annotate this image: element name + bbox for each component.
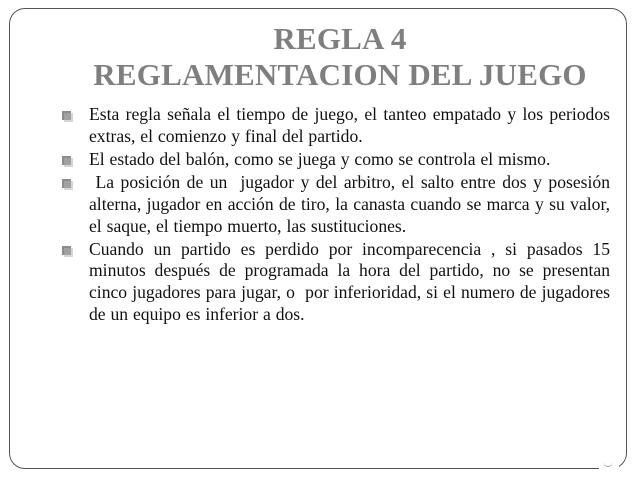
square-bullet-icon: [62, 246, 73, 257]
frame-corner-decoration: [599, 459, 619, 477]
list-item: [60, 172, 610, 237]
slide-subtitle: REGLAMENTACION DEL JUEGO: [93, 57, 587, 92]
square-bullet-icon: [62, 156, 73, 167]
list-item: [60, 238, 610, 326]
list-item: [60, 104, 610, 147]
square-bullet-icon: [62, 111, 73, 122]
slide-title: REGLA 4: [273, 21, 407, 56]
bullet-list: [60, 104, 610, 326]
bullet-text: Cuando un partido es perdido por incomparecencia , si pasados 15 minutos después de programada la hora del partido, no se presentan cinco jugadores para jugar, o por inferioridad, si el numero de jugadores de un equipo es inferior a dos.: [89, 238, 610, 324]
square-bullet-icon: [62, 179, 73, 190]
bullet-text: La posición de un jugador y del arbitro, el salto entre dos y posesión alterna, jugador en acción de tiro, la canasta cuando se marca y su valor, el saque, el tiempo muerto, las sustituciones.: [89, 172, 610, 236]
bullet-text: Esta regla señala el tiempo de juego, el tanteo empatado y los periodos extras, el comienzo y final del partido.: [89, 104, 610, 146]
bullet-text: El estado del balón, como se juega y como se controla el mismo.: [89, 148, 551, 169]
list-item: [60, 149, 606, 171]
